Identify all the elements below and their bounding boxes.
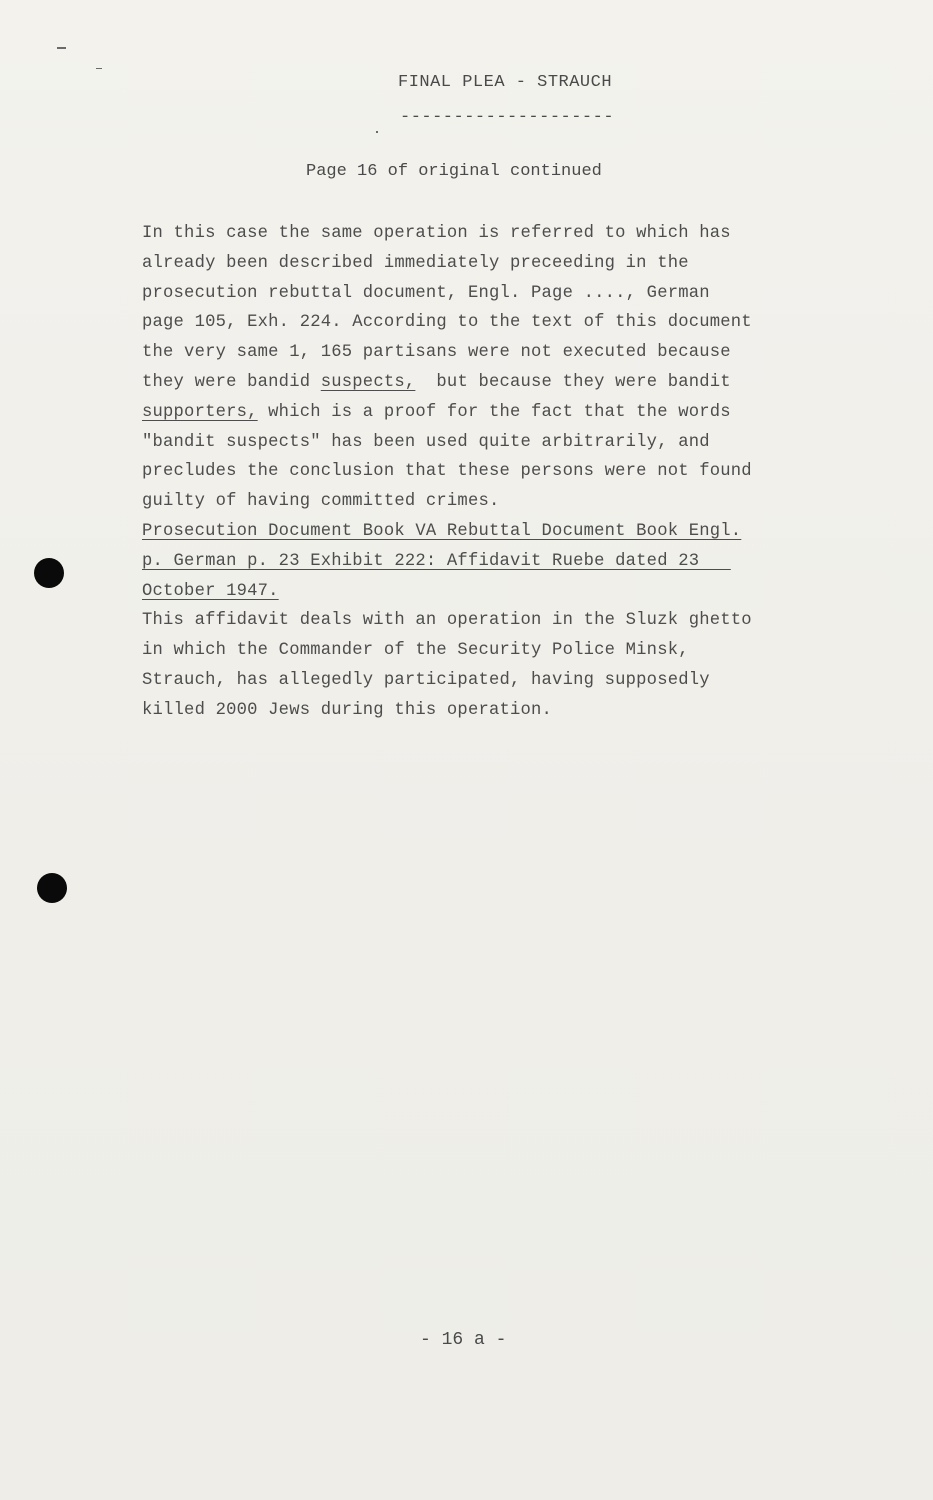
underlined-term: suspects,: [320, 372, 416, 392]
text-line: Strauch, has allegedly participated, having supposedly: [142, 670, 710, 690]
text-line: [142, 398, 842, 428]
text-line: This affidavit deals with an operation in the Sluzk ghetto: [142, 611, 752, 631]
text-line: guilty of having committed crimes.: [142, 492, 500, 512]
reference-line: Prosecution Document Book VA Rebuttal Document Book Engl.: [142, 521, 742, 541]
margin-mark: [96, 68, 102, 69]
reference-line: October 1947.: [142, 581, 279, 601]
text-segment: which is a proof for the fact that the words: [257, 402, 731, 422]
text-line: the very same 1, 165 partisans were not executed because: [142, 343, 731, 363]
text-line: already been described immediately preceeding in the: [142, 253, 689, 273]
text-line: In this case the same operation is referred to which has: [142, 224, 731, 243]
text-line: precludes the conclusion that these persons were not found: [142, 462, 752, 482]
title-underline: --------------------: [400, 108, 615, 127]
margin-mark: [376, 131, 378, 133]
text-line: in which the Commander of the Security Police Minsk,: [142, 641, 689, 661]
text-line: "bandit suspects" has been used quite arbitrarily, and: [142, 432, 710, 452]
underlined-term: supporters,: [142, 402, 258, 422]
punch-hole-top: [34, 558, 64, 588]
text-segment: but because they were bandit: [415, 372, 731, 392]
continuation-note: Page 16 of original continued: [306, 162, 602, 181]
punch-hole-bottom: [37, 873, 67, 903]
text-line: prosecution rebuttal document, Engl. Page ...., German: [142, 283, 710, 303]
document-title: FINAL PLEA - STRAUCH: [398, 73, 613, 92]
margin-mark: [57, 47, 66, 49]
body-text: [142, 219, 842, 726]
text-line: killed 2000 Jews during this operation.: [142, 700, 553, 720]
page-number: - 16 a -: [420, 1330, 507, 1350]
reference-line: p. German p. 23 Exhibit 222: Affidavit Ruebe dated 23: [142, 551, 731, 571]
text-line: page 105, Exh. 224. According to the text of this document: [142, 313, 752, 333]
text-line: [142, 368, 842, 398]
text-segment: they were bandid: [142, 372, 321, 392]
